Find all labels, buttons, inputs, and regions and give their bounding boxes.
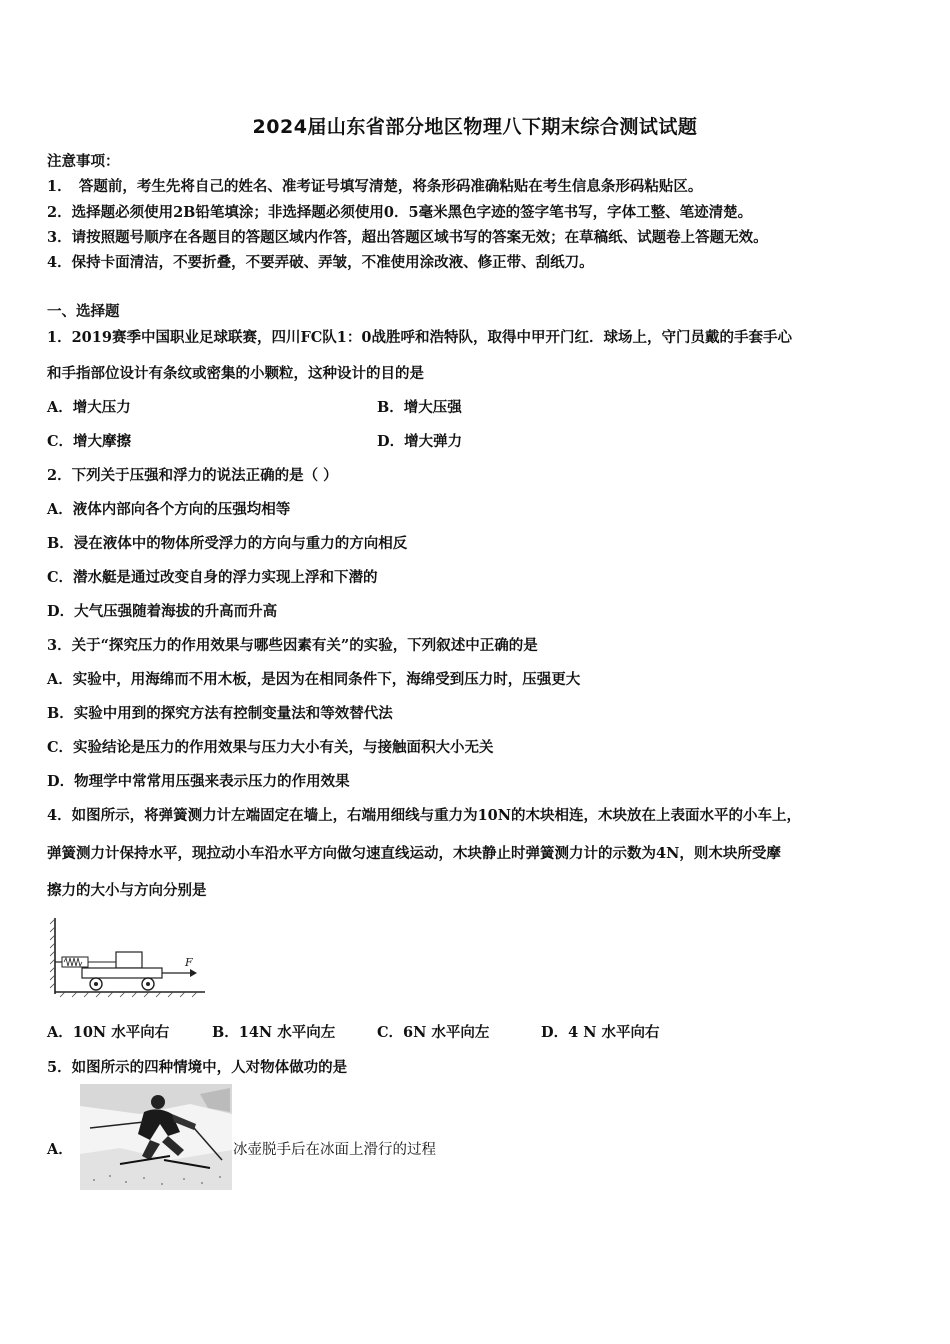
q1-option-c: C．增大摩擦 bbox=[47, 433, 132, 450]
q3-option-d: D．物理学中常常用压强来表示压力的作用效果 bbox=[47, 773, 350, 790]
notice-heading: 注意事项： bbox=[47, 153, 120, 170]
q2-option-d: D．大气压强随着海拔的升高而升高 bbox=[47, 603, 278, 620]
skier-photo bbox=[80, 1084, 232, 1190]
q3-option-b: B．实验中用到的探究方法有控制变量法和等效替代法 bbox=[47, 705, 393, 722]
q5-option-a-text: 冰壶脱手后在冰面上滑行的过程 bbox=[233, 1142, 436, 1158]
q2-stem: 2．下列关于压强和浮力的说法正确的是（ ） bbox=[47, 467, 338, 484]
q5-option-a-label: A． bbox=[47, 1141, 73, 1158]
section-heading: 一、选择题 bbox=[47, 303, 120, 320]
q5-stem: 5．如图所示的四种情境中，人对物体做功的是 bbox=[47, 1059, 348, 1076]
q4-option-c: C．6N 水平向左 bbox=[377, 1024, 490, 1041]
page-title: 2024届山东省部分地区物理八下期末综合测试试题 bbox=[252, 116, 698, 138]
notice-item-2: 2．选择题必须使用2B铅笔填涂；非选择题必须使用0．5毫米黑色字迹的签字笔书写，字体工整、笔迹清楚。 bbox=[47, 204, 753, 221]
q2-option-b: B．浸在液体中的物体所受浮力的方向与重力的方向相反 bbox=[47, 535, 408, 552]
notice-item-1: 1． 答题前，考生先将自己的姓名、准考证号填写清楚，将条形码准确粘贴在考生信息条形码粘贴区。 bbox=[47, 178, 703, 195]
q1-option-d: D．增大弹力 bbox=[377, 433, 463, 450]
q4-option-b: B．14N 水平向左 bbox=[212, 1024, 336, 1041]
notice-item-3: 3．请按照题号顺序在各题目的答题区域内作答，超出答题区域书写的答案无效；在草稿纸、试题卷上答题无效。 bbox=[47, 229, 768, 246]
q1-option-b: B．增大压强 bbox=[377, 399, 462, 416]
q2-option-c: C．潜水艇是通过改变自身的浮力实现上浮和下潜的 bbox=[47, 569, 378, 586]
q4-stem-line1: 4．如图所示，将弹簧测力计左端固定在墙上，右端用细线与重力为10N的木块相连，木块放在上表面水平的小车上， bbox=[47, 807, 802, 824]
q3-option-a: A．实验中，用海绵而不用木板，是因为在相同条件下，海绵受到压力时，压强更大 bbox=[47, 671, 581, 688]
q2-option-a: A．液体内部向各个方向的压强均相等 bbox=[47, 501, 291, 518]
notice-item-4: 4．保持卡面清洁，不要折叠，不要弄破、弄皱，不准使用涂改液、修正带、刮纸刀。 bbox=[47, 254, 594, 271]
spring-scale-cart-figure bbox=[50, 914, 210, 998]
q4-option-a: A．10N 水平向右 bbox=[47, 1024, 170, 1041]
q3-stem: 3．关于“探究压力的作用效果与哪些因素有关”的实验，下列叙述中正确的是 bbox=[47, 637, 538, 654]
q4-stem-line3: 擦力的大小与方向分别是 bbox=[47, 882, 207, 899]
wooden-block bbox=[116, 952, 142, 968]
q4-option-d: D．4 N 水平向右 bbox=[541, 1024, 660, 1041]
q1-stem-line1: 1．2019赛季中国职业足球联赛，四川FC队1：0战胜呼和浩特队，取得中甲开门红．球场上，守门员戴的手套手心 bbox=[47, 329, 792, 346]
force-label: F bbox=[185, 956, 193, 969]
q3-option-c: C．实验结论是压力的作用效果与压力大小有关，与接触面积大小无关 bbox=[47, 739, 494, 756]
cart bbox=[82, 968, 162, 978]
q1-stem-line2: 和手指部位设计有条纹或密集的小颗粒，这种设计的目的是 bbox=[47, 365, 424, 382]
skier-head bbox=[151, 1095, 165, 1109]
q4-stem-line2: 弹簧测力计保持水平，现拉动小车沿水平方向做匀速直线运动，木块静止时弹簧测力计的示数为4N，则木块所受摩 bbox=[47, 845, 781, 862]
q1-option-a: A．增大压力 bbox=[47, 399, 131, 416]
